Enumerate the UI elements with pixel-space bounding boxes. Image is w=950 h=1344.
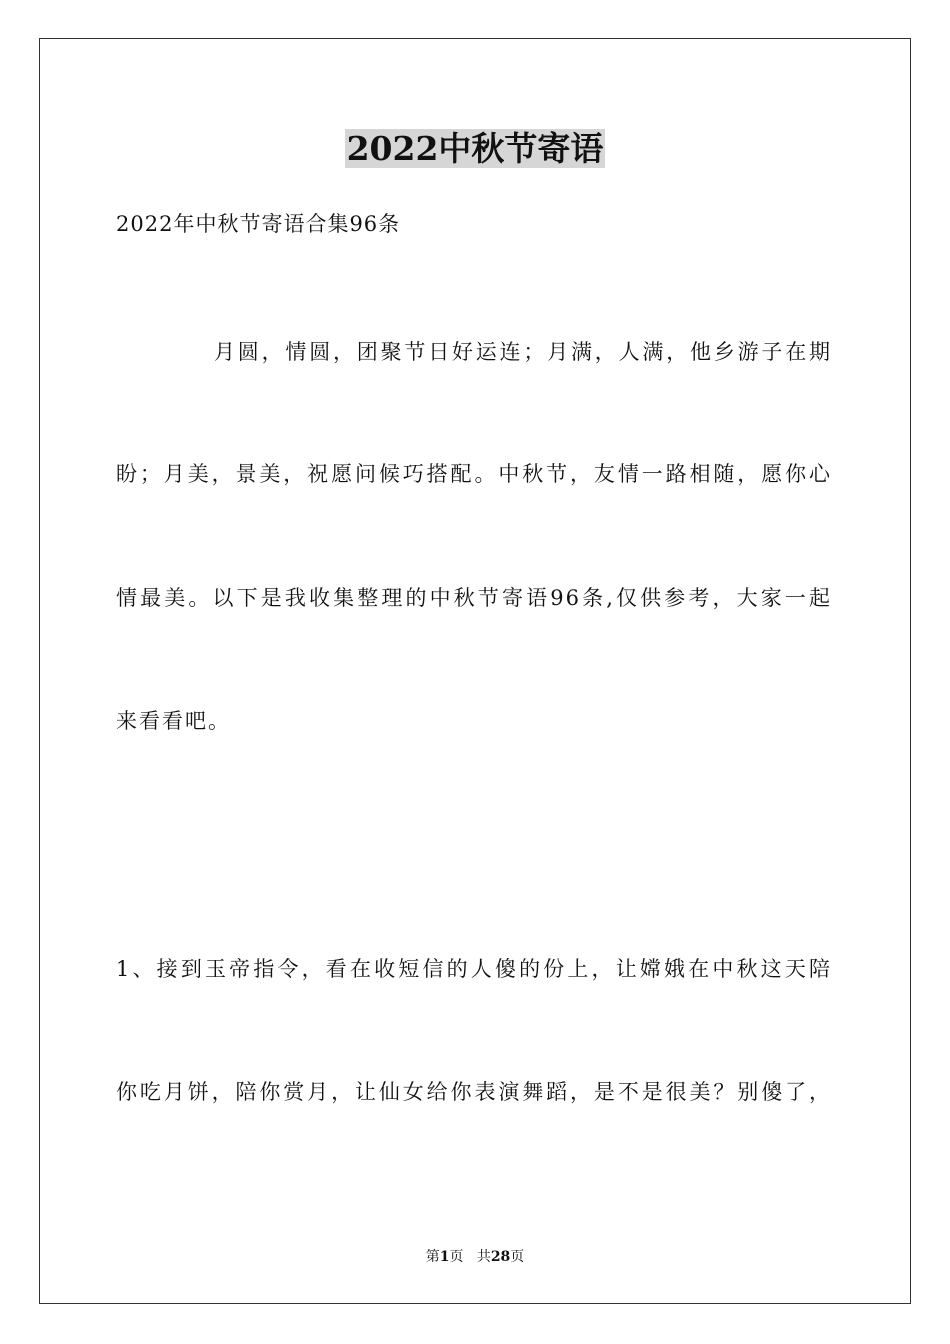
item1-line-1: 1、接到玉帝指令，看在收短信的人傻的份上，让嫦娥在中秋这天陪	[116, 957, 832, 981]
document-subtitle: 2022年中秋节寄语合集96条	[116, 212, 401, 236]
footer-page-number: 1	[439, 1249, 450, 1265]
intro-line-4: 来看看吧。	[116, 709, 231, 733]
title-text: 2022中秋节寄语	[346, 129, 604, 168]
document-title	[0, 128, 950, 170]
footer-total-prefix: 共	[476, 1249, 491, 1265]
intro-line-1: 月圆，情圆，团聚节日好运连；月满，人满，他乡游子在期	[214, 340, 832, 364]
footer-total-suffix: 页	[510, 1249, 525, 1265]
intro-line-2: 盼；月美，景美，祝愿问候巧搭配。中秋节，友情一路相随，愿你心	[116, 462, 832, 486]
page-footer	[0, 1248, 950, 1266]
intro-line-3: 情最美。以下是我收集整理的中秋节寄语96条,仅供参考，大家一起	[116, 586, 832, 610]
footer-prefix: 第	[425, 1249, 440, 1265]
footer-total-pages: 28	[490, 1249, 511, 1265]
footer-page-suffix: 页	[449, 1249, 464, 1265]
item1-line-2: 你吃月饼，陪你赏月，让仙女给你表演舞蹈，是不是很美？别傻了，	[116, 1080, 832, 1104]
